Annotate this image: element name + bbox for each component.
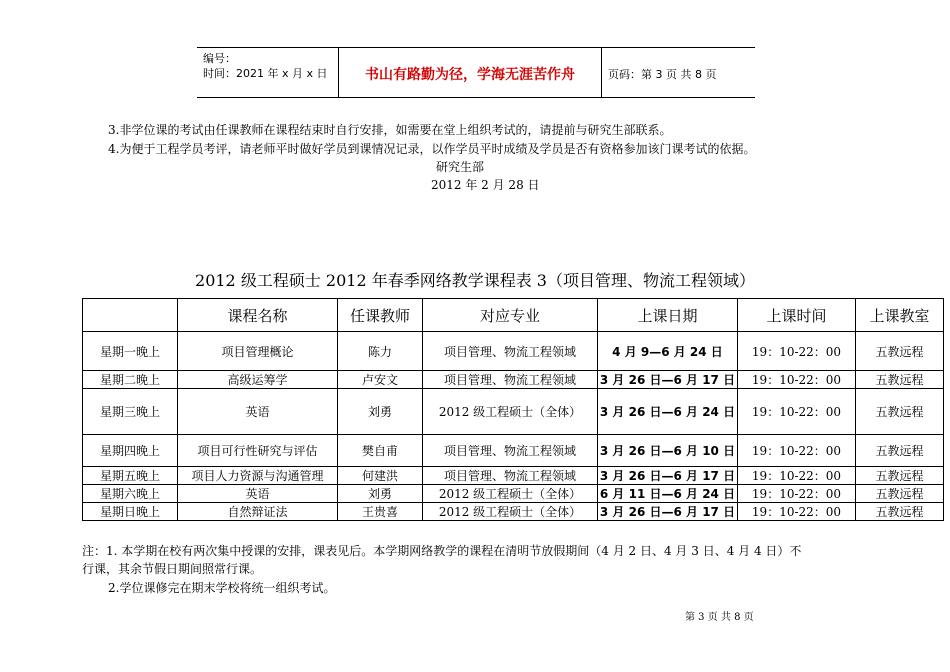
cell-major: 项目管理、物流工程领域 (423, 332, 598, 371)
cell-course: 项目人力资源与沟通管理 (178, 467, 338, 485)
header-motto: 书山有路勤为径，学海无涯苦作舟 (365, 67, 575, 83)
header-cell: 上课日期 (598, 299, 738, 332)
cell-date: 6 月 11 日—6 月 24 日 (598, 485, 738, 503)
signature-date: 2012 年 2 月 28 日 (431, 178, 540, 192)
note-bottom-1b: 行课，其余节假日期间照常行课。 (82, 562, 263, 576)
note-bottom-2: 2.学位课修完在期末学校将统一组织考试。 (108, 581, 336, 595)
signature: 研究生部 (436, 160, 485, 174)
table-row (83, 389, 944, 435)
cell-course: 高级运筹学 (178, 371, 338, 389)
cell-teacher: 王贵喜 (338, 503, 423, 521)
cell-room: 五教远程 (856, 485, 944, 503)
cell-room: 五教远程 (856, 503, 944, 521)
cell-date: 3 月 26 日—6 月 24 日 (598, 389, 738, 435)
cell-room: 五教远程 (856, 467, 944, 485)
cell-major: 项目管理、物流工程领域 (423, 467, 598, 485)
cell-time: 19：10-22：00 (738, 389, 856, 435)
table-title: 2012 级工程硕士 2012 年春季网络教学课程表 3（项目管理、物流工程领域） (195, 271, 755, 290)
cell-teacher: 樊自甫 (338, 435, 423, 467)
table-row (83, 485, 944, 503)
table-row (83, 371, 944, 389)
cell-day: 星期日晚上 (83, 503, 178, 521)
cell-date: 3 月 26 日—6 月 10 日 (598, 435, 738, 467)
cell-day: 星期一晚上 (83, 332, 178, 371)
cell-date: 3 月 26 日—6 月 17 日 (598, 503, 738, 521)
cell-course: 项目可行性研究与评估 (178, 435, 338, 467)
cell-time: 19：10-22：00 (738, 371, 856, 389)
cell-date: 4 月 9—6 月 24 日 (598, 332, 738, 371)
cell-major: 2012 级工程硕士（全体） (423, 503, 598, 521)
page-footer: 第 3 页 共 8 页 (685, 612, 754, 623)
header-cell (83, 299, 178, 332)
cell-day: 星期三晚上 (83, 389, 178, 435)
cell-teacher: 刘勇 (338, 485, 423, 503)
header-page-label: 页码：第 3 页 共 8 页 (608, 68, 717, 81)
cell-time: 19：10-22：00 (738, 503, 856, 521)
cell-course: 英语 (178, 389, 338, 435)
time-label: 时间：2021 年 x 月 x 日 (203, 67, 328, 80)
header-cell: 对应专业 (423, 299, 598, 332)
cell-room: 五教远程 (856, 435, 944, 467)
cell-date: 3 月 26 日—6 月 17 日 (598, 371, 738, 389)
cell-teacher: 何建洪 (338, 467, 423, 485)
cell-teacher: 陈力 (338, 332, 423, 371)
table-header-row (83, 299, 944, 332)
table-row (83, 503, 944, 521)
page-header (197, 47, 755, 98)
table-row (83, 332, 944, 371)
note-4: 4.为便于工程学员考评，请老师平时做好学员到课情况记录，以作学员平时成绩及学员是否有资格参加该门课考试的依据。 (108, 142, 756, 156)
table-row (83, 467, 944, 485)
cell-date: 3 月 26 日—6 月 17 日 (598, 467, 738, 485)
cell-time: 19：10-22：00 (738, 332, 856, 371)
cell-major: 2012 级工程硕士（全体） (423, 485, 598, 503)
cell-time: 19：10-22：00 (738, 435, 856, 467)
schedule-table (82, 298, 944, 521)
header-cell: 上课教室 (856, 299, 944, 332)
header-divider (601, 48, 602, 97)
cell-room: 五教远程 (856, 371, 944, 389)
cell-course: 自然辩证法 (178, 503, 338, 521)
cell-teacher: 卢安文 (338, 371, 423, 389)
cell-day: 星期六晚上 (83, 485, 178, 503)
header-cell: 任课教师 (338, 299, 423, 332)
cell-room: 五教远程 (856, 389, 944, 435)
cell-room: 五教远程 (856, 332, 944, 371)
cell-major: 2012 级工程硕士（全体） (423, 389, 598, 435)
serial-label: 编号： (203, 52, 236, 65)
cell-course: 项目管理概论 (178, 332, 338, 371)
header-meta (203, 51, 328, 81)
table-row (83, 435, 944, 467)
cell-major: 项目管理、物流工程领域 (423, 371, 598, 389)
cell-time: 19：10-22：00 (738, 467, 856, 485)
cell-time: 19：10-22：00 (738, 485, 856, 503)
cell-day: 星期二晚上 (83, 371, 178, 389)
note-3: 3.非学位课的考试由任课教师在课程结束时自行安排，如需要在堂上组织考试的，请提前与研究生部联系。 (108, 123, 672, 137)
cell-day: 星期五晚上 (83, 467, 178, 485)
note-bottom-1a: 注：1. 本学期在校有两次集中授课的安排，课表见后。本学期网络教学的课程在清明节放假期间（4 月 2 日、4 月 3 日、4 月 4 日）不 (82, 544, 802, 558)
cell-day: 星期四晚上 (83, 435, 178, 467)
header-cell: 上课时间 (738, 299, 856, 332)
header-cell: 课程名称 (178, 299, 338, 332)
cell-major: 项目管理、物流工程领域 (423, 435, 598, 467)
cell-course: 英语 (178, 485, 338, 503)
cell-teacher: 刘勇 (338, 389, 423, 435)
